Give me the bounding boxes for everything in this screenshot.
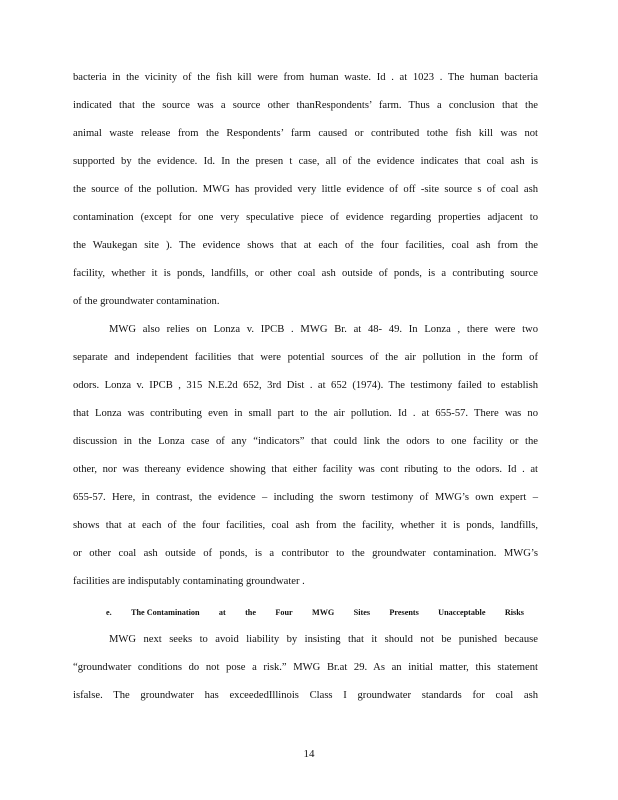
heading-word: at [218, 608, 226, 617]
body-line-7: the Waukegan site ). The evidence shows that at each of the four facilities, coal ash from the [73, 240, 538, 251]
body-line-21: “groundwater conditions do not pose a risk.” MWG Br.at 29. As an initial matter, this statement [73, 662, 538, 673]
page-number: 14 [303, 748, 315, 760]
body-line-22: isfalse. The groundwater has exceededIllinois Class I groundwater standards for coal ash [73, 690, 538, 701]
section-heading [106, 607, 524, 619]
body-line-5: the source of the pollution. MWG has provided very little evidence of off -site source s of coal ash [73, 184, 538, 195]
body-line-15: other, nor was thereany evidence showing that either facility was cont ributing to the odors. Id . at [73, 464, 538, 475]
heading-word: Unacceptable [438, 608, 486, 617]
heading-word: MWG [312, 608, 335, 617]
body-line-2: indicated that the source was a source other thanRespondents’ farm. Thus a conclusion that the [73, 100, 538, 111]
body-line-20: MWG next seeks to avoid liability by insisting that it should not be punished because [109, 634, 538, 645]
heading-word: Risks [504, 608, 524, 617]
body-line-6: contamination (except for one very speculative piece of evidence regarding properties adjacent to [73, 212, 538, 223]
heading-word: the [245, 608, 256, 617]
body-line-19: facilities are indisputably contaminating groundwater . [73, 576, 305, 587]
heading-word: Four [275, 608, 293, 617]
body-line-16: 655-57. Here, in contrast, the evidence – including the sworn testimony of MWG’s own expert – [73, 492, 538, 503]
body-line-14: discussion in the Lonza case of any “indicators” that could link the odors to one facility or the [73, 436, 538, 447]
body-line-13: that Lonza was contributing even in small part to the air pollution. Id . at 655-57. There was no [73, 408, 538, 419]
heading-word: Presents [389, 608, 419, 617]
body-line-17: shows that at each of the four facilities, coal ash from the facility, whether it is ponds, landfills, [73, 520, 538, 531]
body-line-3: animal waste release from the Respondents’ farm caused or contributed tothe fish kill was not [73, 128, 538, 139]
body-line-11: separate and independent facilities that were potential sources of the air pollution in the form of [73, 352, 538, 363]
heading-word: Sites [353, 608, 371, 617]
body-line-12: odors. Lonza v. IPCB , 315 N.E.2d 652, 3rd Dist . at 652 (1974). The testimony failed to establish [73, 380, 538, 391]
body-line-10: MWG also relies on Lonza v. IPCB . MWG Br. at 48- 49. In Lonza , there were two [109, 324, 538, 335]
body-line-9: of the groundwater contamination. [73, 296, 220, 307]
body-line-1: bacteria in the vicinity of the fish kill were from human waste. Id . at 1023 . The human bacteria [73, 72, 538, 83]
body-line-8: facility, whether it is ponds, landfills, or other coal ash outside of ponds, is a contributing source [73, 268, 538, 279]
heading-marker: e. [106, 608, 112, 617]
body-line-18: or other coal ash outside of ponds, is a contributor to the groundwater contamination. MWG’s [73, 548, 538, 559]
body-line-4: supported by the evidence. Id. In the presen t case, all of the evidence indicates that coal ash is [73, 156, 538, 167]
heading-word: The Contamination [131, 608, 200, 617]
